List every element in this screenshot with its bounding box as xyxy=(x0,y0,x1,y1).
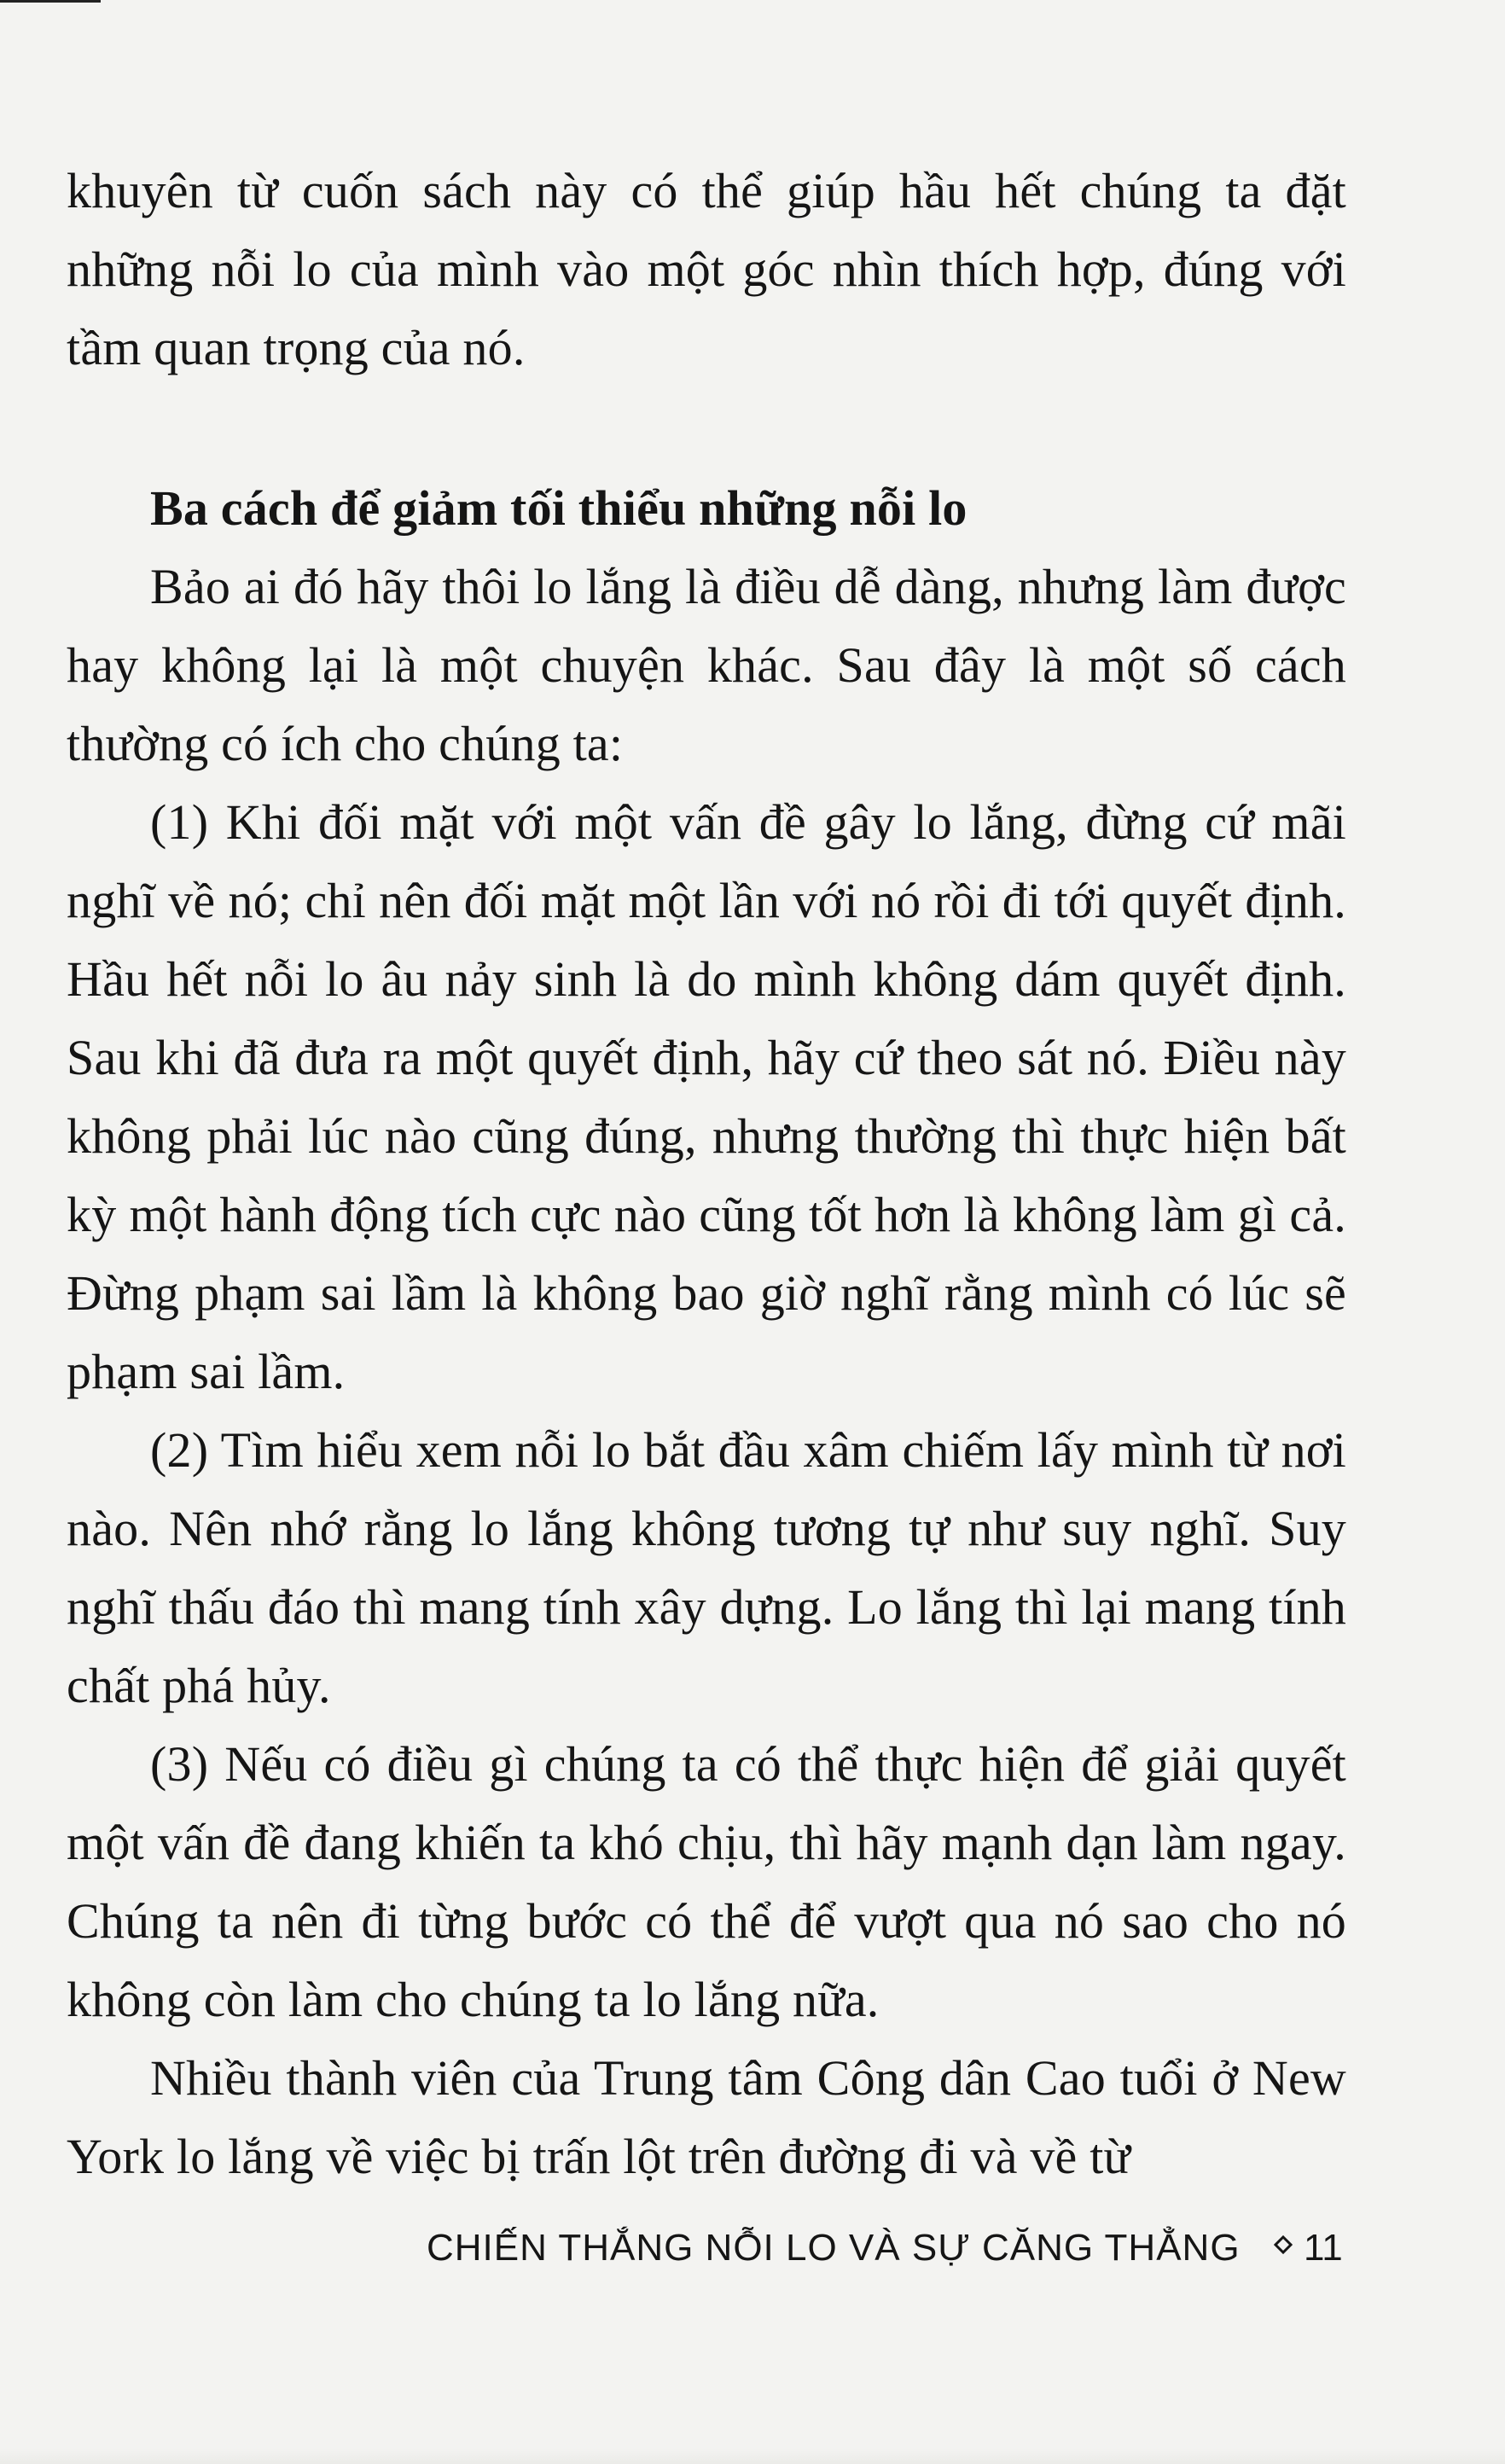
paragraph-tip-1: (1) Khi đối mặt với một vấn đề gây lo lắng, đừng cứ mãi nghĩ về nó; chỉ nên đối mặt một lần với nó rồi đi tới quyết định. Hầu hết nỗi lo âu nảy sinh là do mình không dám quyết định. Sau khi đã đưa ra một quyết định, hãy cứ theo sát nó. Điều này không phải lúc nào cũng đúng, nhưng thường thì thực hiện bất kỳ một hành động tích cực nào cũng tốt hơn là không làm gì cả. Đừng phạm sai lầm là không bao giờ nghĩ rằng mình có lúc sẽ phạm sai lầm. xyxy=(67,794,1346,1399)
paragraph-tip-3: (3) Nếu có điều gì chúng ta có thể thực hiện để giải quyết một vấn đề đang khiến ta khó chịu, thì hãy mạnh dạn làm ngay. Chúng ta nên đi từng bước có thể để vượt qua nó sao cho nó không còn làm cho chúng ta lo lắng nữa. xyxy=(67,1736,1346,2027)
top-edge-rule xyxy=(0,0,101,3)
paragraph-continuation: khuyên từ cuốn sách này có thể giúp hầu hết chúng ta đặt những nỗi lo của mình vào một góc nhìn thích hợp, đúng với tầm quan trọng của nó. xyxy=(67,163,1346,375)
section-heading: Ba cách để giảm tối thiểu những nỗi lo xyxy=(150,480,968,536)
page-body xyxy=(67,152,1346,2196)
page-number: 11 xyxy=(1304,2227,1343,2269)
running-title: CHIẾN THẮNG NỖI LO VÀ SỰ CĂNG THẲNG xyxy=(427,2227,1241,2269)
paragraph-new-york: Nhiều thành viên của Trung tâm Công dân Cao tuổi ở New York lo lắng về việc bị trấn lột trên đường đi và về từ xyxy=(67,2050,1346,2184)
paragraph-tip-2: (2) Tìm hiểu xem nỗi lo bắt đầu xâm chiếm lấy mình từ nơi nào. Nên nhớ rằng lo lắng không tương tự như suy nghĩ. Suy nghĩ thấu đáo thì mang tính xây dựng. Lo lắng thì lại mang tính chất phá hủy. xyxy=(67,1422,1346,1713)
diamond-outline-icon xyxy=(1274,2235,1293,2254)
page-footer xyxy=(0,2227,1505,2287)
paragraph-intro: Bảo ai đó hãy thôi lo lắng là điều dễ dàng, nhưng làm được hay không lại là một chuyện khác. Sau đây là một số cách thường có ích cho chúng ta: xyxy=(67,559,1346,771)
bottom-page-edge xyxy=(0,2449,1505,2464)
